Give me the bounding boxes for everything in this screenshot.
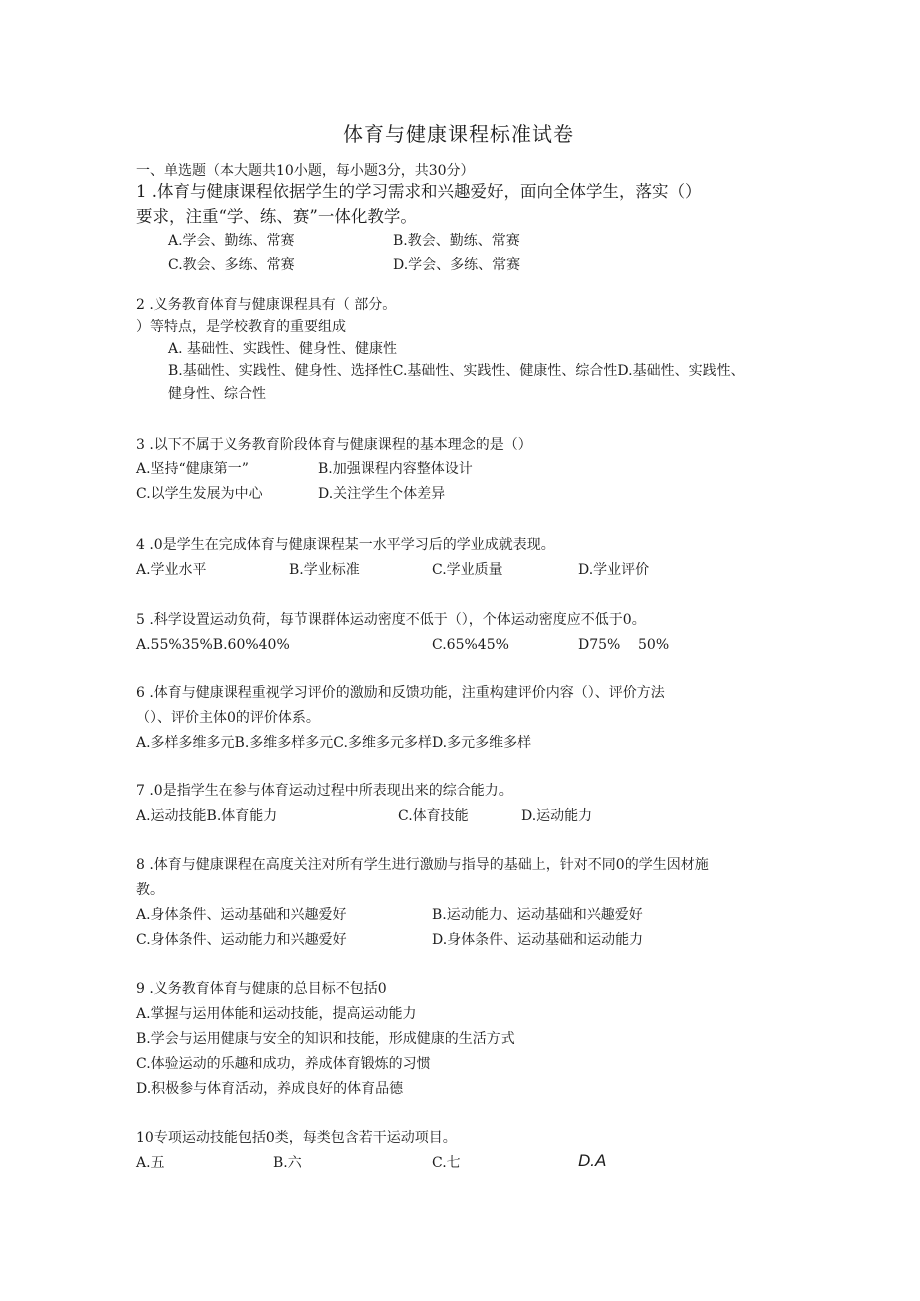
q9-option-a: A.掌握与运用体能和运动技能，提高运动能力 bbox=[136, 1006, 417, 1022]
q1-option-c: C.教会、多练、常赛 bbox=[168, 257, 295, 273]
q5-option-ab: A.55%35%B.60%40% bbox=[136, 637, 290, 653]
q5-stem: 5 .科学设置运动负荷，每节课群体运动密度不低于（），个体运动密度应不低于0。 bbox=[136, 612, 646, 628]
q5-option-d-second: 50% bbox=[638, 637, 670, 653]
q2-stem-line1: 2 .义务教育体育与健康课程具有（ 部分。 bbox=[136, 297, 397, 313]
q6-stem-line2: （）、评价主体0的评价体系。 bbox=[136, 710, 320, 726]
q7-option-ab: A.运动技能B.体育能力 bbox=[136, 808, 278, 824]
q4-option-c: C.学业质量 bbox=[432, 562, 503, 578]
q5-option-d: D75% bbox=[578, 637, 621, 653]
q1-stem-line2: 要求，注重“学、练、赛”一体化教学。 bbox=[136, 207, 417, 226]
q2-options-bcd-line1: B.基础性、实践性、健身性、选择性C.基础性、实践性、健康性、综合性D.基础性、实践性、 bbox=[168, 363, 745, 379]
q10-option-d: D.A bbox=[578, 1151, 607, 1170]
q8-option-b: B.运动能力、运动基础和兴趣爱好 bbox=[432, 907, 643, 923]
q4-option-a: A.学业水平 bbox=[136, 562, 207, 578]
q3-stem: 3 .以下不属于义务教育阶段体育与健康课程的基本理念的是（） bbox=[136, 437, 532, 453]
q10-option-a: A.五 bbox=[136, 1155, 165, 1171]
exam-title: 体育与健康课程标准试卷 bbox=[343, 122, 574, 146]
q6-stem-line1: 6 .体育与健康课程重视学习评价的激励和反馈功能，注重构建评价内容（）、评价方法 bbox=[136, 685, 665, 701]
q5-option-c: C.65%45% bbox=[432, 637, 509, 653]
q7-option-c: C.体育技能 bbox=[398, 808, 469, 824]
q8-option-d: D.身体条件、运动基础和运动能力 bbox=[432, 932, 644, 948]
section-header: 一、单选题（本大题共10小题，每小题3分，共30分） bbox=[136, 163, 475, 179]
q1-option-d: D.学会、多练、常赛 bbox=[393, 257, 521, 273]
q9-option-c: C.体验运动的乐趣和成功，养成体育锻炼的习惯 bbox=[136, 1056, 431, 1072]
q6-options: A.多样多维多元B.多维多样多元C.多维多元多样D.多元多维多样 bbox=[136, 735, 532, 751]
q7-option-d: D.运动能力 bbox=[521, 808, 593, 824]
q1-option-b: B.教会、勤练、常赛 bbox=[393, 233, 520, 249]
q4-stem: 4 .0是学生在完成体育与健康课程某一水平学习后的学业成就表现。 bbox=[136, 537, 555, 553]
q2-options-bcd-line2: 健身性、综合性 bbox=[168, 386, 266, 402]
q2-stem-line2: ）等特点，是学校教育的重要组成 bbox=[136, 319, 346, 335]
q8-stem-line2: 教。 bbox=[136, 882, 164, 898]
q8-stem-line1: 8 .体育与健康课程在高度关注对所有学生进行激励与指导的基础上，针对不同0的学生因材施 bbox=[136, 857, 709, 873]
q8-option-c: C.身体条件、运动能力和兴趣爱好 bbox=[136, 932, 347, 948]
q1-option-a: A.学会、勤练、常赛 bbox=[168, 233, 295, 249]
q9-stem: 9 .义务教育体育与健康的总目标不包括0 bbox=[136, 981, 387, 997]
q3-option-c: C.以学生发展为中心 bbox=[136, 486, 263, 502]
q1-stem-line1: 1 .体育与健康课程依据学生的学习需求和兴趣爱好，面向全体学生，落实（） bbox=[136, 182, 702, 201]
q2-option-a: A. 基础性、实践性、健身性、健康性 bbox=[168, 341, 398, 357]
q8-option-a: A.身体条件、运动基础和兴趣爱好 bbox=[136, 907, 347, 923]
q4-option-b: B.学业标准 bbox=[289, 562, 360, 578]
q10-stem: 10专项运动技能包括0类，每类包含若干运动项目。 bbox=[136, 1130, 457, 1146]
q3-option-d: D.关注学生个体差异 bbox=[318, 486, 446, 502]
q10-option-c: C.七 bbox=[432, 1155, 461, 1171]
q10-option-b: B.六 bbox=[273, 1155, 302, 1171]
q9-option-b: B.学会与运用健康与安全的知识和技能，形成健康的生活方式 bbox=[136, 1031, 515, 1047]
q7-stem: 7 .0是指学生在参与体育运动过程中所表现出来的综合能力。 bbox=[136, 783, 513, 799]
q3-option-a: A.坚持“健康第一” bbox=[136, 461, 249, 477]
q9-option-d: D.积极参与体育活动，养成良好的体育品德 bbox=[136, 1081, 404, 1097]
q4-option-d: D.学业评价 bbox=[578, 562, 650, 578]
q3-option-b: B.加强课程内容整体设计 bbox=[318, 461, 473, 477]
